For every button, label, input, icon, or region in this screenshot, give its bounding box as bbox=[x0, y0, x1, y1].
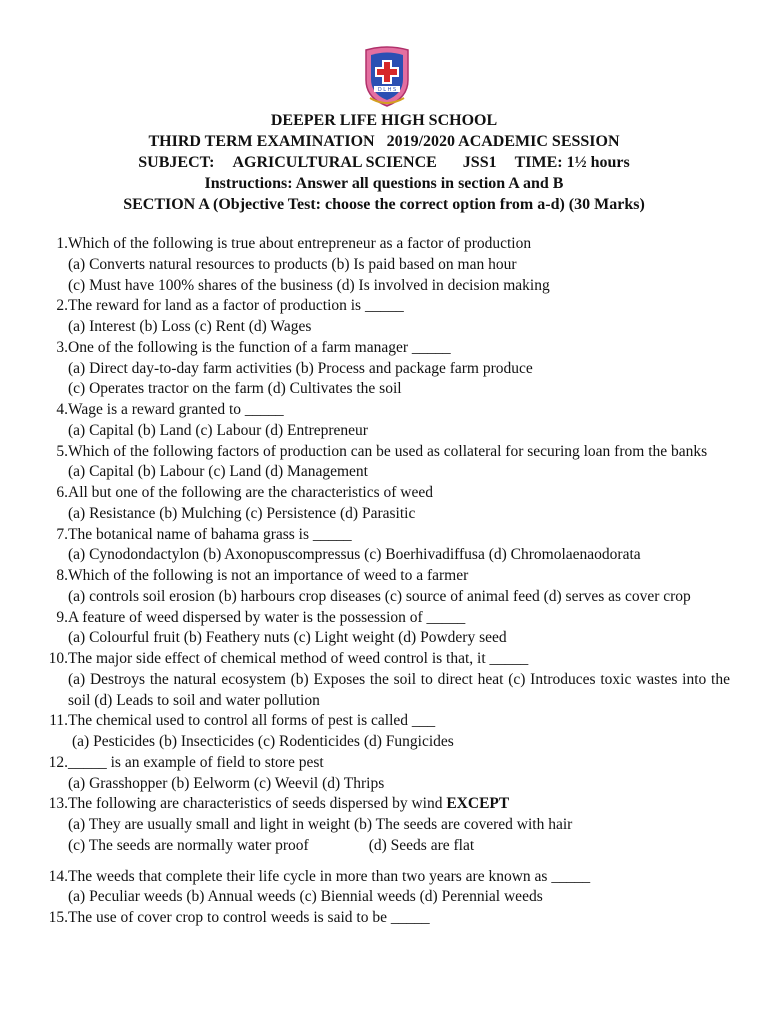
question-number: 14. bbox=[48, 867, 68, 885]
question-options: (a) Cynodondactylon (b) Axonopuscompressus (c) Boerhivadiffusa (d) Chromolaenaodorata bbox=[68, 546, 641, 564]
question-3 bbox=[30, 338, 730, 400]
question-options: (a) Interest (b) Loss (c) Rent (d) Wages bbox=[68, 318, 312, 335]
question-text-main: The following are characteristics of seeds dispersed by wind bbox=[68, 795, 443, 813]
question-10 bbox=[30, 649, 730, 711]
question-number: 13. bbox=[48, 795, 68, 813]
question-list bbox=[30, 234, 730, 929]
question-text bbox=[68, 794, 730, 815]
question-4 bbox=[30, 400, 730, 442]
question-number: 1. bbox=[56, 235, 68, 252]
question-text: The major side effect of chemical method of weed control is that, it _____ bbox=[68, 650, 529, 667]
instructions: Instructions: Answer all questions in section A and B bbox=[204, 175, 564, 192]
question-number: 12. bbox=[48, 753, 68, 771]
question-text: The botanical name of bahama grass is _____ bbox=[68, 525, 352, 543]
exam-name: THIRD TERM EXAMINATION bbox=[148, 133, 375, 150]
question-options: (a) Grasshopper (b) Eelworm (c) Weevil (d) Thrips bbox=[68, 774, 385, 792]
question-text: Which of the following is not an importance of weed to a farmer bbox=[68, 567, 469, 584]
question-1 bbox=[30, 234, 730, 296]
question-5 bbox=[30, 442, 730, 484]
question-text: _____ is an example of field to store pest bbox=[68, 753, 324, 771]
question-options: (a) Capital (b) Labour (c) Land (d) Management bbox=[68, 463, 368, 481]
question-options: (a) Pesticides (b) Insecticides (c) Rodenticides (d) Fungicides bbox=[72, 733, 454, 750]
subject-name: AGRICULTURAL SCIENCE bbox=[232, 154, 437, 171]
school-name: DEEPER LIFE HIGH SCHOOL bbox=[270, 112, 498, 129]
question-text: The chemical used to control all forms of pest is called ___ bbox=[68, 712, 436, 730]
question-number: 8. bbox=[56, 567, 68, 584]
question-options: (a) controls soil erosion (b) harbours crop diseases (c) source of animal feed (d) serves as cover crop bbox=[68, 587, 691, 605]
question-options: (a) Peculiar weeds (b) Annual weeds (c) Biennial weeds (d) Perennial weeds bbox=[68, 888, 543, 906]
question-2 bbox=[30, 296, 730, 338]
question-text: All but one of the following are the characteristics of weed bbox=[68, 484, 433, 501]
question-options: (c) Must have 100% shares of the business (d) Is involved in decision making bbox=[68, 276, 550, 294]
question-number: 7. bbox=[56, 525, 68, 543]
academic-session: 2019/2020 ACADEMIC SESSION bbox=[386, 133, 620, 150]
question-number: 15. bbox=[48, 909, 68, 926]
logo-text: D L H S bbox=[377, 87, 397, 93]
question-13 bbox=[30, 794, 730, 856]
question-number: 4. bbox=[56, 401, 68, 418]
question-6 bbox=[30, 483, 730, 525]
question-options: (c) Operates tractor on the farm (d) Cultivates the soil bbox=[68, 380, 402, 398]
question-text: Which of the following is true about entrepreneur as a factor of production bbox=[68, 235, 532, 252]
question-number: 2. bbox=[56, 297, 68, 315]
question-number: 11. bbox=[49, 712, 68, 730]
question-options: (a) They are usually small and light in weight (b) The seeds are covered with hair bbox=[68, 816, 573, 833]
subject-line bbox=[0, 152, 768, 173]
question-7 bbox=[30, 525, 730, 567]
subject-label: SUBJECT: bbox=[138, 154, 215, 171]
except-emphasis: EXCEPT bbox=[446, 795, 510, 813]
question-options: (a) Converts natural resources to products (b) Is paid based on man hour bbox=[68, 255, 517, 273]
question-8 bbox=[30, 566, 730, 608]
option-c: (c) The seeds are normally water proof bbox=[68, 836, 309, 854]
question-text: The reward for land as a factor of production is _____ bbox=[68, 297, 404, 315]
option-d: (d) Seeds are flat bbox=[368, 836, 475, 854]
question-text: One of the following is the function of a farm manager _____ bbox=[68, 338, 451, 356]
question-text: Wage is a reward granted to _____ bbox=[68, 401, 284, 418]
exam-time: TIME: 1½ hours bbox=[514, 154, 630, 171]
question-text: The use of cover crop to control weeds is said to be _____ bbox=[68, 909, 430, 926]
question-15 bbox=[30, 908, 730, 929]
question-number: 10. bbox=[48, 650, 68, 667]
question-14 bbox=[30, 867, 730, 909]
question-options bbox=[68, 836, 730, 857]
exam-title bbox=[0, 131, 768, 152]
question-9 bbox=[30, 608, 730, 650]
question-text: Which of the following factors of production can be used as collateral for securing loan from the banks bbox=[68, 442, 708, 460]
class-name: JSS1 bbox=[462, 154, 497, 171]
question-number: 9. bbox=[56, 608, 68, 626]
question-options: (a) Colourful fruit (b) Feathery nuts (c) Light weight (d) Powdery seed bbox=[68, 629, 507, 647]
question-number: 5. bbox=[56, 442, 68, 460]
question-text: The weeds that complete their life cycle in more than two years are known as _____ bbox=[68, 867, 591, 885]
question-number: 3. bbox=[56, 338, 68, 356]
section-title: SECTION A (Objective Test: choose the correct option from a-d) (30 Marks) bbox=[123, 196, 645, 213]
question-options: (a) Capital (b) Land (c) Labour (d) Entrepreneur bbox=[68, 421, 368, 439]
school-logo bbox=[362, 46, 412, 108]
question-text: A feature of weed dispersed by water is the possession of _____ bbox=[68, 608, 466, 626]
question-options: (a) Resistance (b) Mulching (c) Persistence (d) Parasitic bbox=[68, 504, 416, 522]
question-options: (a) Direct day-to-day farm activities (b) Process and package farm produce bbox=[68, 359, 533, 377]
question-12 bbox=[30, 753, 730, 795]
question-11 bbox=[30, 711, 730, 753]
question-number: 6. bbox=[56, 484, 68, 501]
question-options: (a) Destroys the natural ecosystem (b) Exposes the soil to direct heat (c) Introduces toxic wastes into the soil (d) Leads to soil and water pollution bbox=[68, 670, 730, 709]
